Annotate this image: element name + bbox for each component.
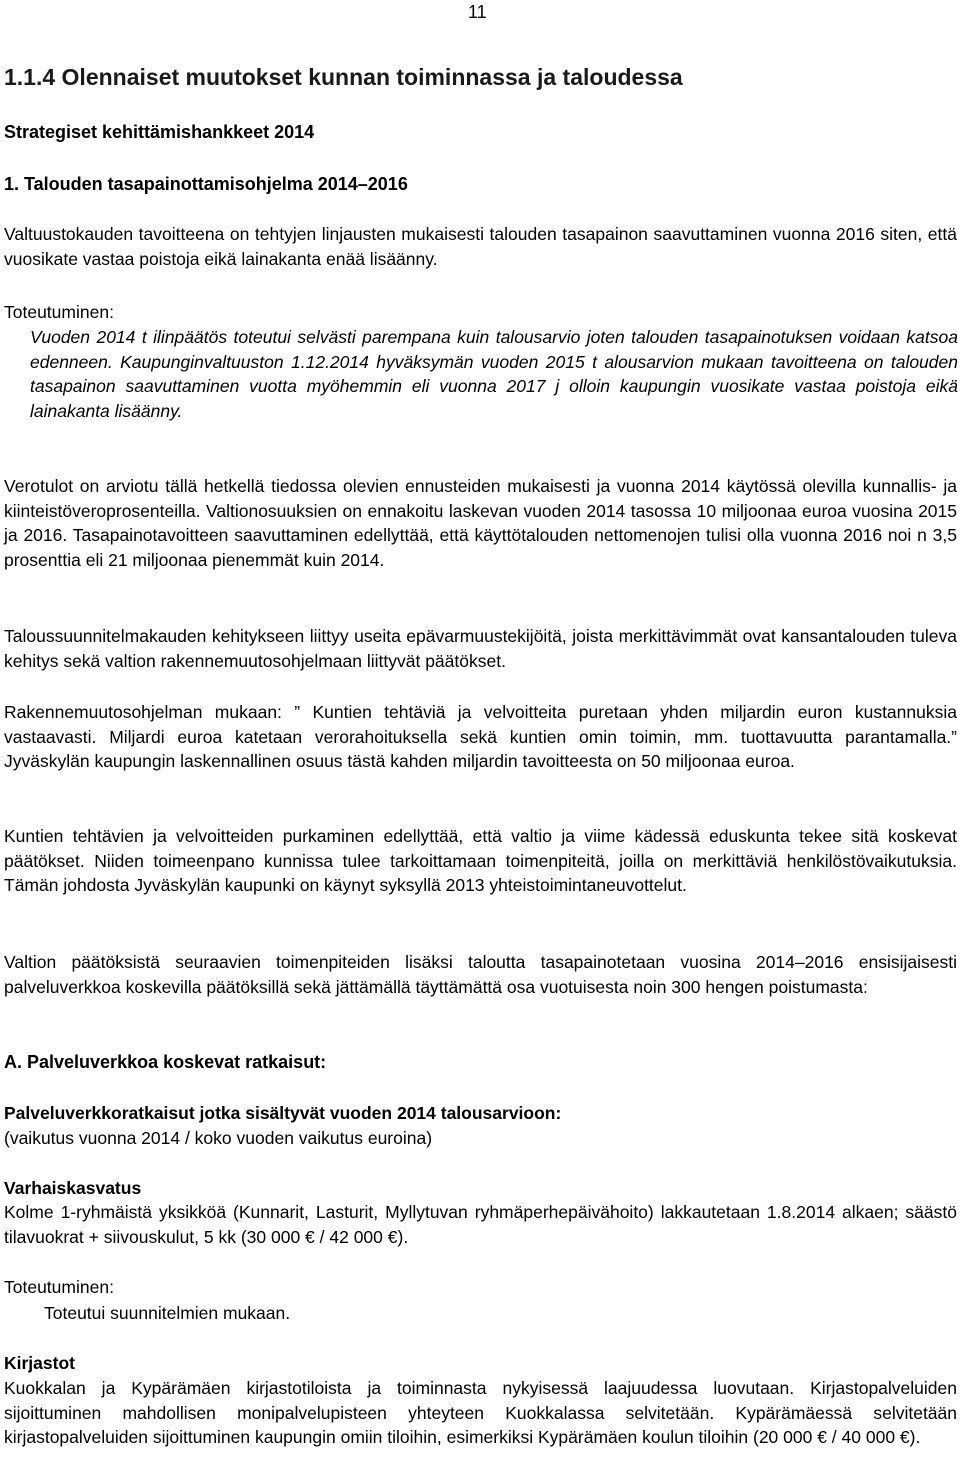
page-number: 11 [468, 2, 487, 22]
toteutuminen-text-2: Toteutui suunnitelmien mukaan. [44, 1303, 291, 1323]
toteutuminen-label-2: Toteutuminen: [4, 1277, 114, 1297]
varhaiskasvatus-text: Kolme 1-ryhmäistä yksikköä (Kunnarit, Lasturit, Myllytuvan ryhmäperhepäivähoito) lakkautetaan 1.8.2014 alkaen; säästö tilavuokrat + siivouskulut, 5 kk (30 000 € / 42 000 €). [4, 1202, 957, 1247]
paragraph-valtion-paatokset: Valtion päätöksistä seuraavien toimenpiteiden lisäksi taloutta tasapainotetaan vuosina 2014–2016 ensisijaisesti palveluverkkoa koskevilla päätöksillä sekä jättämällä täyttämättä osa vuotuisesta noin 300 hengen poistumasta: [4, 952, 957, 997]
toteutuminen-text: Vuoden 2014 t ilinpäätös toteutui selvästi parempana kuin talousarvio joten talouden tasapainotuksen voidaan katsoa edenneen. Kaupunginvaltuuston 1.12.2014 hyväksymän vuoden 2015 t alousarvion mukaan tavoitteena on talouden tasapainon saavuttaminen vuotta myöhemmin eli vuonna 2017 j olloin kaupungin vuosikate vastaa poistoja eikä lainakanta lisäänny. [30, 327, 958, 421]
paragraph-goal: Valtuustokauden tavoitteena on tehtyjen linjausten mukaisesti talouden tasapainon saavuttaminen vuonna 2016 siten, että vuosikate vastaa poistoja eikä lainakanta enää lisäänny. [4, 224, 957, 269]
varhaiskasvatus-title: Varhaiskasvatus [4, 1178, 142, 1198]
kirjastot-text: Kuokkalan ja Kypärämäen kirjastotiloista ja toiminnasta nykyisessä laajuudessa luovutaan. Kirjastopalveluiden sijoittuminen mahdollisen monipalvelupisteen yhteyteen Kuokkalassa selvitetään. Kypärämäessä selvitetään kirjastopalveluiden sijoittuminen kaupungin omiin tiloihin, esimerkiksi Kypärämäen koulun tiloihin (20 000 € / 40 000 €). [4, 1378, 957, 1447]
subsection-heading: Strategiset kehittämishankkeet 2014 [4, 122, 315, 142]
paragraph-verotulot: Verotulot on arviotu tällä hetkellä tiedossa olevien ennusteiden mukaisesti ja vuonna 2014 käytössä olevilla kunnallis- ja kiinteistöveroprosenteilla. Valtionosuuksien on ennakoitu laskevan vuoden 2014 tasossa 10 miljoonaa euroa vuosina 2015 ja 2016. Tasapainotavoitteen saavuttaminen edellyttää, että käyttötalouden nettomenojen tulisi olla vuonna 2016 noi n 3,5 prosenttia eli 21 miljoonaa pienemmät kuin 2014. [4, 476, 957, 570]
section-a-heading: A. Palveluverkkoa koskevat ratkaisut: [4, 1052, 327, 1072]
palveluverkko-note: (vaikutus vuonna 2014 / koko vuoden vaikutus euroina) [4, 1128, 433, 1148]
item-heading: 1. Talouden tasapainottamisohjelma 2014–2016 [4, 174, 408, 194]
palveluverkko-subheading: Palveluverkkoratkaisut jotka sisältyvät vuoden 2014 talousarvioon: [4, 1103, 562, 1123]
paragraph-epavarmuus: Taloussuunnitelmakauden kehitykseen liittyy useita epävarmuustekijöitä, joista merkittävimmät ovat kansantalouden tuleva kehitys sekä valtion rakennemuutosohjelmaan liittyvät päätökset. [4, 626, 957, 671]
paragraph-purkaminen: Kuntien tehtävien ja velvoitteiden purkaminen edellyttää, että valtio ja viime kädessä eduskunta tekee sitä koskevat päätökset. Niiden toimeenpano kunnissa tulee tarkoittamaan toimenpiteitä, joilla on merkittäviä henkilöstövaikutuksia. Tämän johdosta Jyväskylän kaupunki on käynyt syksyllä 2013 yhteistoimintaneuvottelut. [4, 826, 957, 895]
toteutuminen-label: Toteutuminen: [4, 302, 114, 322]
section-heading: 1.1.4 Olennaiset muutokset kunnan toiminnassa ja taloudessa [4, 64, 683, 90]
kirjastot-title: Kirjastot [4, 1353, 75, 1373]
paragraph-rakennemuutos: Rakennemuutosohjelman mukaan: ” Kuntien tehtäviä ja velvoitteita puretaan yhden miljardin euron kustannuksia vastaavasti. Miljardi euroa katetaan verorahoituksella sekä kuntien omin toimin, mm. tuottavuutta parantamalla.” Jyväskylän kaupungin laskennallinen osuus tästä kahden miljardin tavoitteesta on 50 miljoonaa euroa. [4, 702, 957, 771]
